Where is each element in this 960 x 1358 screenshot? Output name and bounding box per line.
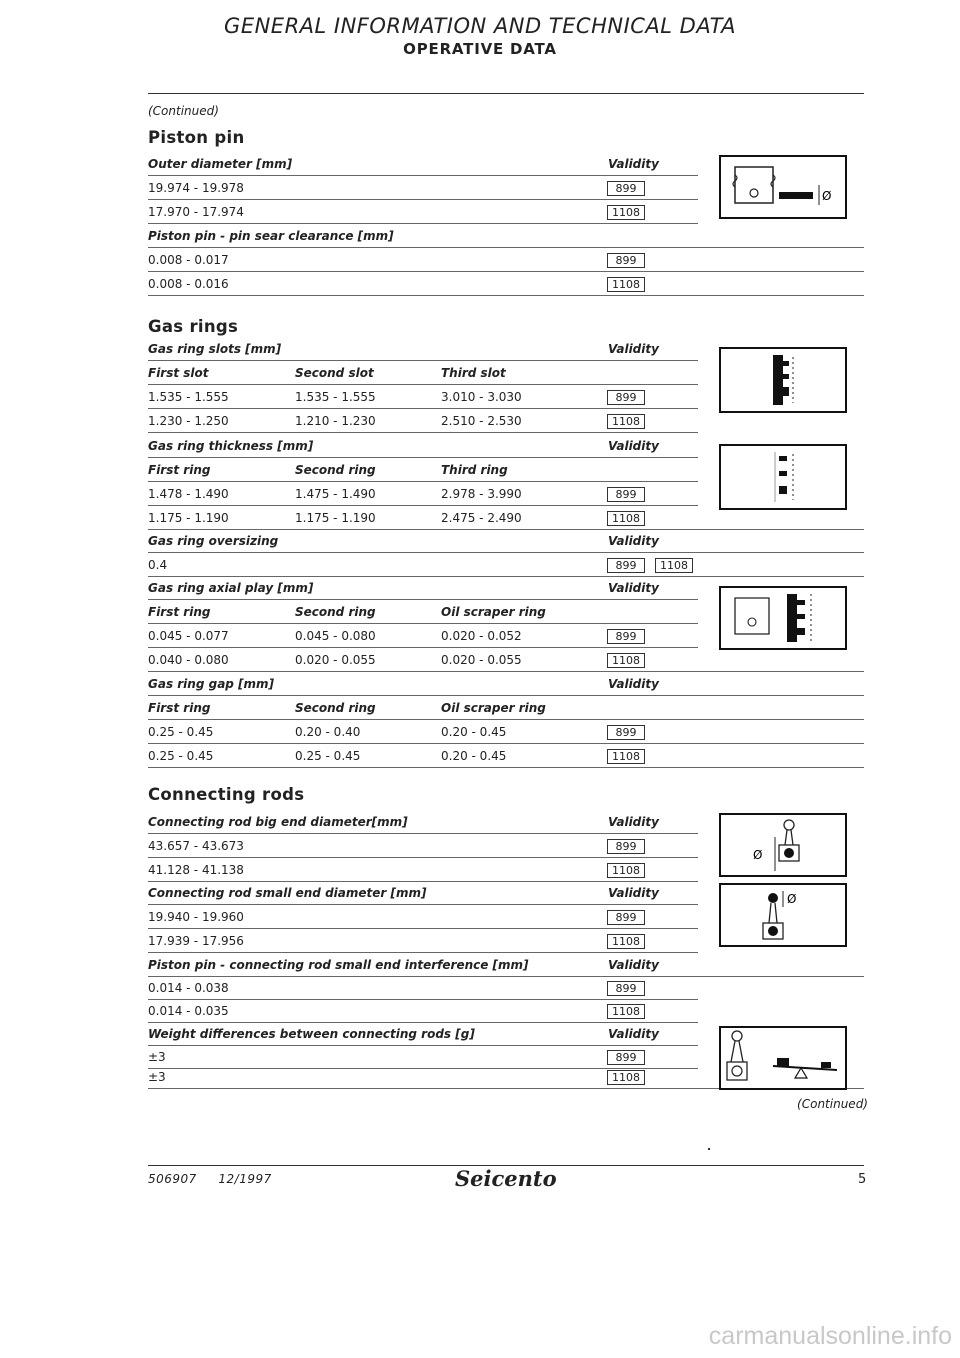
column-header: Second ring — [295, 605, 376, 619]
engine-badge-899: 899 — [607, 725, 645, 740]
column-header: Second ring — [295, 463, 376, 477]
table-header-thickness — [148, 433, 698, 458]
value-cell: 0.20 - 0.45 — [441, 725, 507, 739]
column-header: First slot — [148, 366, 209, 380]
engine-badge-899: 899 — [607, 981, 645, 996]
engine-badge-1108: 1108 — [607, 1004, 645, 1019]
label-gas-ring-oversizing: Gas ring oversizing — [148, 534, 279, 548]
engine-badge-1108: 1108 — [607, 653, 645, 668]
big-end-diagram — [719, 813, 847, 877]
column-header: Second ring — [295, 701, 376, 715]
ring-slots-icon — [721, 349, 845, 411]
label-small-end: Connecting rod small end diameter [mm] — [148, 886, 427, 900]
conrod-small-end-icon — [721, 885, 845, 945]
engine-badge-899: 899 — [607, 253, 645, 268]
small-end-diagram — [719, 883, 847, 947]
svg-text:Ø: Ø — [753, 848, 763, 862]
column-header: Third slot — [441, 366, 506, 380]
table-column-headers — [148, 599, 698, 624]
table-row — [148, 175, 698, 200]
engine-badge-1108: 1108 — [607, 1070, 645, 1085]
value-cell: 17.939 - 17.956 — [148, 934, 244, 948]
page-number: 5 — [858, 1172, 867, 1187]
table-header-outer-diameter — [148, 151, 698, 176]
table-row — [148, 271, 864, 296]
table-row — [148, 384, 698, 409]
table-header-interference — [148, 952, 864, 977]
section-title-gas-rings: Gas rings — [148, 317, 239, 336]
label-big-end: Connecting rod big end diameter[mm] — [148, 815, 408, 829]
value-cell: 0.045 - 0.077 — [148, 629, 229, 643]
value-cell: 0.25 - 0.45 — [295, 749, 361, 763]
column-header: Third ring — [441, 463, 508, 477]
ring-thickness-diagram — [719, 444, 847, 510]
column-header: Oil scraper ring — [441, 605, 546, 619]
table-row — [148, 743, 864, 768]
engine-badge-1108: 1108 — [607, 205, 645, 220]
validity-label: Validity — [608, 958, 659, 972]
value-cell: 19.974 - 19.978 — [148, 181, 244, 195]
value-cell: 17.970 - 17.974 — [148, 205, 244, 219]
value-cell: 43.657 - 43.673 — [148, 839, 244, 853]
value-cell: 1.478 - 1.490 — [148, 487, 229, 501]
table-header-axial-play — [148, 575, 698, 600]
engine-badge-899: 899 — [607, 629, 645, 644]
table-row — [148, 975, 698, 1000]
label-weight-differences: Weight differences between connecting rods [g] — [148, 1027, 475, 1041]
value-cell: 2.510 - 2.530 — [441, 414, 522, 428]
value-cell: 41.128 - 41.138 — [148, 863, 244, 877]
value-cell: 0.25 - 0.45 — [148, 749, 214, 763]
label-outer-diameter: Outer diameter [mm] — [148, 157, 293, 171]
table-row — [148, 552, 864, 577]
svg-text:Ø: Ø — [787, 892, 797, 906]
engine-badge-1108: 1108 — [607, 749, 645, 764]
value-cell: 2.475 - 2.490 — [441, 511, 522, 525]
table-header-slots — [148, 336, 698, 361]
axial-play-diagram — [719, 586, 847, 650]
value-cell: 0.014 - 0.038 — [148, 981, 229, 995]
validity-label: Validity — [608, 677, 659, 691]
column-header: Second slot — [295, 366, 374, 380]
value-cell: 1.535 - 1.555 — [295, 390, 376, 404]
engine-badge-1108: 1108 — [607, 934, 645, 949]
piston-pin-icon — [721, 157, 845, 217]
value-cell: 1.175 - 1.190 — [295, 511, 376, 525]
value-cell: 0.020 - 0.055 — [441, 653, 522, 667]
document-date: 12/1997 — [218, 1172, 272, 1186]
weight-difference-diagram — [719, 1026, 847, 1090]
ring-slots-diagram — [719, 347, 847, 413]
validity-label: Validity — [608, 886, 659, 900]
engine-badge-899: 899 — [607, 1050, 645, 1065]
value-cell: 1.475 - 1.490 — [295, 487, 376, 501]
section-title-connecting-rods: Connecting rods — [148, 785, 305, 804]
value-cell: 0.25 - 0.45 — [148, 725, 214, 739]
table-column-headers — [148, 360, 698, 385]
value-cell: 0.045 - 0.080 — [295, 629, 376, 643]
watermark: carmanualsonline.info — [708, 1322, 952, 1350]
conrod-balance-icon — [721, 1028, 845, 1088]
table-row — [148, 719, 864, 744]
table-row — [148, 623, 698, 648]
engine-badge-899: 899 — [607, 558, 645, 573]
engine-badge-899: 899 — [607, 910, 645, 925]
table-row — [148, 998, 698, 1023]
table-header-big-end — [148, 809, 698, 834]
table-row — [148, 928, 698, 953]
value-cell: 1.175 - 1.190 — [148, 511, 229, 525]
value-cell: 0.20 - 0.40 — [295, 725, 361, 739]
value-cell: 0.008 - 0.016 — [148, 277, 229, 291]
validity-label: Validity — [608, 157, 659, 171]
value-cell: 0.008 - 0.017 — [148, 253, 229, 267]
value-cell: 0.014 - 0.035 — [148, 1004, 229, 1018]
label-clearance: Piston pin - pin sear clearance [mm] — [148, 229, 394, 243]
value-cell: 0.20 - 0.45 — [441, 749, 507, 763]
engine-badge-1108: 1108 — [655, 558, 693, 573]
validity-label: Validity — [608, 1027, 659, 1041]
table-row — [148, 408, 698, 433]
column-header: First ring — [148, 463, 211, 477]
validity-label: Validity — [608, 815, 659, 829]
continued-note-top: (Continued) — [148, 104, 219, 118]
table-header-ring-gap — [148, 671, 864, 696]
engine-badge-899: 899 — [607, 181, 645, 196]
document-title: GENERAL INFORMATION AND TECHNICAL DATA — [224, 14, 736, 38]
engine-badge-1108: 1108 — [607, 511, 645, 526]
engine-badge-1108: 1108 — [607, 277, 645, 292]
table-header-weight — [148, 1021, 698, 1046]
table-row — [148, 199, 698, 224]
table-header-small-end — [148, 880, 698, 905]
validity-label: Validity — [608, 581, 659, 595]
validity-label: Validity — [608, 342, 659, 356]
document-code: 506907 — [148, 1172, 197, 1186]
engine-badge-899: 899 — [607, 390, 645, 405]
table-column-headers — [148, 695, 864, 720]
value-cell: 3.010 - 3.030 — [441, 390, 522, 404]
validity-label: Validity — [608, 439, 659, 453]
header-rule — [148, 93, 864, 94]
table-row — [148, 833, 698, 858]
value-cell: 0.040 - 0.080 — [148, 653, 229, 667]
table-row — [148, 247, 864, 272]
column-header: First ring — [148, 701, 211, 715]
label-interference: Piston pin - connecting rod small end interference [mm] — [148, 958, 529, 972]
table-column-headers — [148, 457, 698, 482]
label-axial-play: Gas ring axial play [mm] — [148, 581, 314, 595]
column-header: Oil scraper ring — [441, 701, 546, 715]
label-gas-ring-thickness: Gas ring thickness [mm] — [148, 439, 314, 453]
engine-badge-1108: 1108 — [607, 414, 645, 429]
value-cell: 0.4 — [148, 558, 168, 572]
value-cell: ±3 — [148, 1070, 166, 1084]
section-title-piston-pin: Piston pin — [148, 128, 245, 147]
ring-thickness-icon — [721, 446, 845, 508]
value-cell: 2.978 - 3.990 — [441, 487, 522, 501]
value-cell: 1.535 - 1.555 — [148, 390, 229, 404]
table-row — [148, 481, 698, 506]
engine-badge-899: 899 — [607, 839, 645, 854]
value-cell: 0.020 - 0.052 — [441, 629, 522, 643]
table-header-oversizing — [148, 528, 864, 553]
value-cell: 1.210 - 1.230 — [295, 414, 376, 428]
speck — [708, 1148, 710, 1150]
value-cell: 0.020 - 0.055 — [295, 653, 376, 667]
axial-play-icon — [721, 588, 845, 648]
table-header-clearance — [148, 223, 864, 248]
label-ring-gap: Gas ring gap [mm] — [148, 677, 275, 691]
engine-badge-899: 899 — [607, 487, 645, 502]
validity-label: Validity — [608, 534, 659, 548]
table-row — [148, 857, 698, 882]
piston-pin-diagram — [719, 155, 847, 219]
value-cell: 19.940 - 19.960 — [148, 910, 244, 924]
table-row — [148, 904, 698, 929]
document-subtitle: OPERATIVE DATA — [403, 40, 557, 58]
column-header: First ring — [148, 605, 211, 619]
svg-text:Ø: Ø — [822, 189, 832, 203]
value-cell: ±3 — [148, 1050, 166, 1064]
value-cell: 1.230 - 1.250 — [148, 414, 229, 428]
conrod-big-end-icon — [721, 815, 845, 875]
label-gas-ring-slots: Gas ring slots [mm] — [148, 342, 282, 356]
brand-logo: Seicento — [455, 1166, 557, 1191]
engine-badge-1108: 1108 — [607, 863, 645, 878]
continued-note-bottom: (Continued) — [797, 1097, 868, 1111]
footer-code-date — [148, 1172, 272, 1186]
